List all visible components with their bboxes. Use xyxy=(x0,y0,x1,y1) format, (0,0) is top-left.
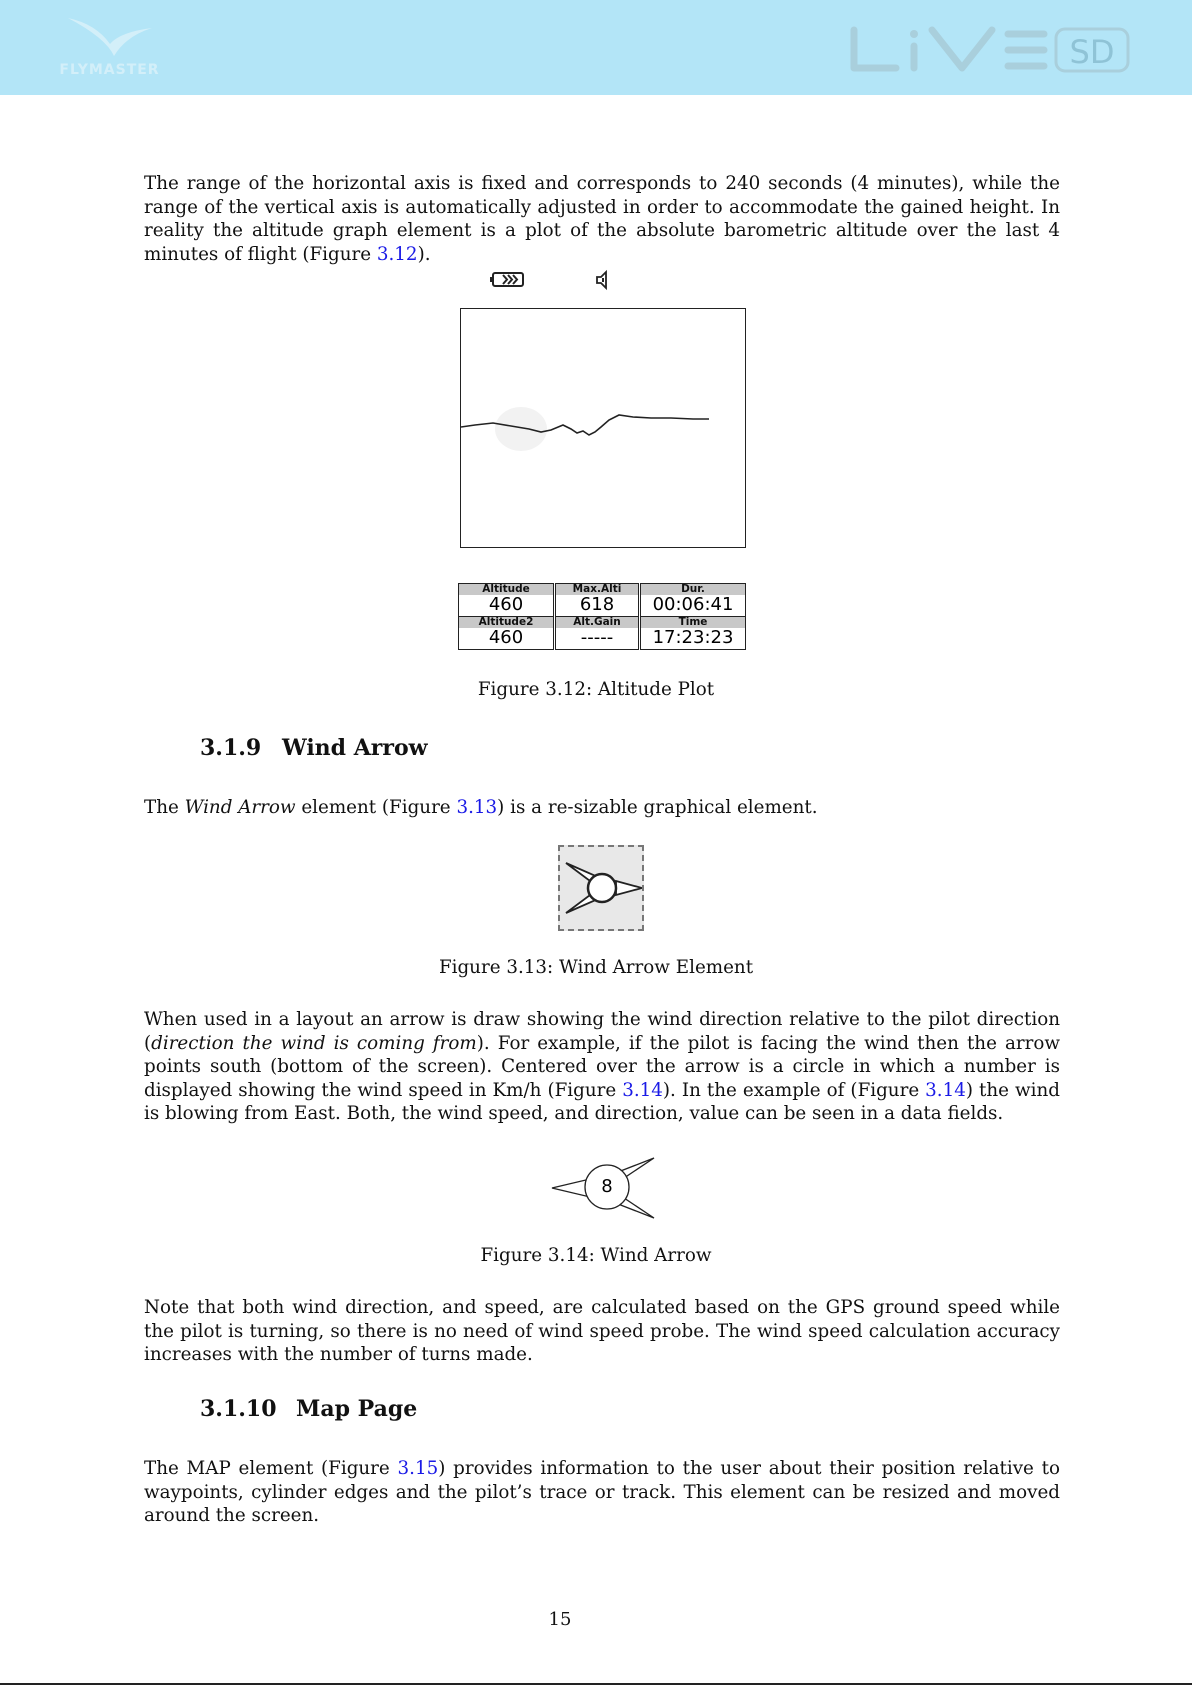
wind-direction-paragraph: When used in a layout an arrow is draw showing the wind direction relative to the pilot direction (direction the wind is coming from). For example, if the pilot is facing the wind then the arrow points south (bottom of the screen). Centered over the arrow is a circle in which a number is displayed showing the wind speed in Km/h (Figure 3.14). In the example of (Figure 3.14) the wind is blowing from East. Both, the wind speed, and direction, value can be seen in a data fields. xyxy=(144,1009,1061,1125)
page-number: 15 xyxy=(548,1609,572,1630)
section-heading-map-page: 3.1.10 Map Page xyxy=(200,1396,418,1422)
live-sd-logo xyxy=(848,24,1134,76)
data-field-max-alti: Max.Alti 618 xyxy=(555,583,639,617)
svg-text:SD: SD xyxy=(1069,33,1115,71)
figure-caption-3-12: Figure 3.12: Altitude Plot xyxy=(477,679,715,700)
wing-logo-icon xyxy=(66,14,156,60)
figure-reference-link[interactable]: 3.14 xyxy=(925,1079,966,1101)
data-field-altitude: Altitude 460 xyxy=(458,583,554,617)
brand-logo-text: FLYMASTER xyxy=(59,62,160,78)
wind-arrow-figure xyxy=(548,1154,658,1222)
figure-caption-3-13: Figure 3.13: Wind Arrow Element xyxy=(438,957,754,978)
altitude-trace xyxy=(461,309,747,549)
map-element-paragraph: The MAP element (Figure 3.15) provides information to the user about their position relative to waypoints, cylinder edges and the pilot’s trace or track. This element can be resized and moved around the screen. xyxy=(144,1458,1060,1527)
wind-arrow-element xyxy=(558,845,644,931)
data-field-alt-gain: Alt.Gain ----- xyxy=(555,616,639,650)
wind-calculation-note: Note that both wind direction, and speed, are calculated based on the GPS ground speed while the pilot is turning, so there is no need of wind speed probe. The wind speed calculation accuracy increases with the number of turns made. xyxy=(144,1297,1060,1366)
figure-reference-link[interactable]: 3.13 xyxy=(456,797,498,818)
figure-reference-link[interactable]: 3.12 xyxy=(376,243,418,265)
speaker-icon xyxy=(594,268,614,292)
wind-arrow-intro-paragraph: The Wind Arrow element (Figure 3.13) is a re-sizable graphical element. xyxy=(144,797,818,818)
data-field-time: Time 17:23:23 xyxy=(640,616,746,650)
figure-reference-link[interactable]: 3.15 xyxy=(397,1458,439,1479)
data-field-duration: Dur. 00:06:41 xyxy=(640,583,746,617)
page-header xyxy=(0,0,1192,95)
device-status-bar xyxy=(490,268,630,292)
intro-paragraph: The range of the horizontal axis is fixed and corresponds to 240 seconds (4 minutes), while the range of the vertical axis is automatically adjusted in order to accommodate the gained height. In reality the altitude graph element is a plot of the absolute barometric altitude over the last 4 minutes of flight (Figure 3.12). xyxy=(144,173,1060,265)
figure-reference-link[interactable]: 3.14 xyxy=(622,1079,663,1101)
flymaster-logo xyxy=(52,14,172,80)
data-field-altitude2: Altitude2 460 xyxy=(458,616,554,650)
figure-caption-3-14: Figure 3.14: Wind Arrow xyxy=(480,1245,712,1266)
wind-arrow-element-icon xyxy=(560,847,642,929)
altitude-plot xyxy=(460,308,746,548)
section-heading-wind-arrow: 3.1.9 Wind Arrow xyxy=(200,735,428,761)
wind-speed-value: 8 xyxy=(601,1176,613,1197)
